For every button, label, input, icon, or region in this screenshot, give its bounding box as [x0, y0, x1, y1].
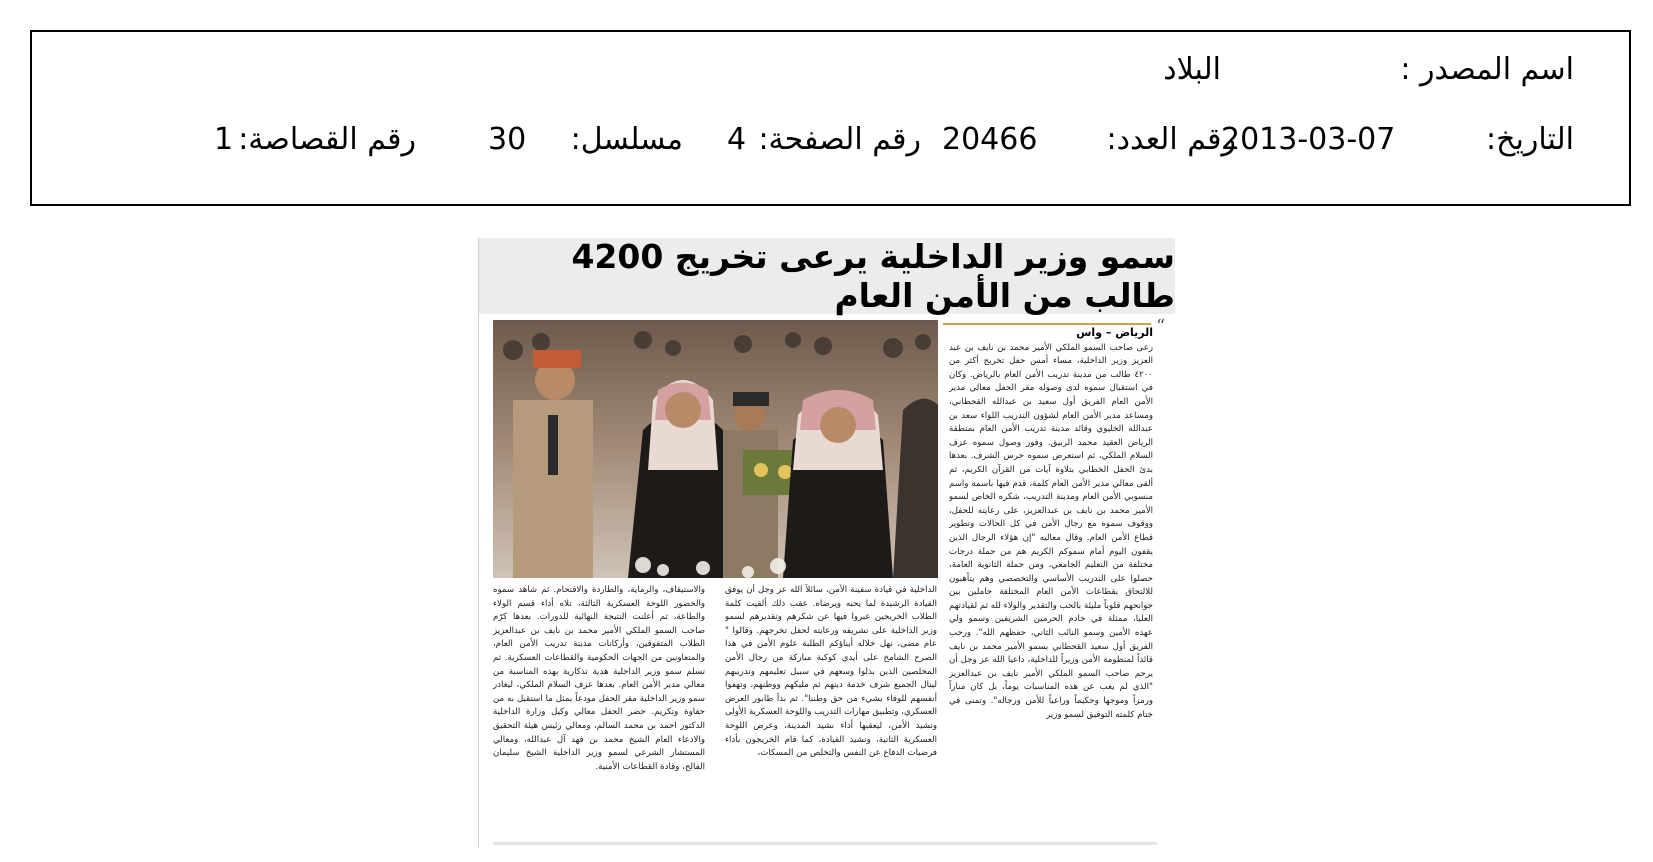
- clip-label: رقم القصاصة:: [238, 122, 416, 157]
- article-column-right: [949, 326, 1153, 838]
- page-label: رقم الصفحة:: [758, 122, 921, 157]
- date-label: التاريخ:: [1486, 122, 1574, 157]
- serial-value: 30: [488, 122, 527, 157]
- article-headline: سمو وزير الداخلية يرعى تخريج 4200 طالب من الأمن العام: [479, 238, 1175, 314]
- quote-mark-icon: “: [1156, 316, 1166, 337]
- issue-value: 20466: [942, 122, 1038, 157]
- issue-label: رقم العدد:: [1106, 122, 1236, 157]
- article-dateline: الرياض – واس: [1076, 326, 1153, 339]
- ceremony-photo-illustration: [493, 320, 938, 578]
- newspaper-clipping: [478, 238, 1175, 848]
- gold-rule: [943, 323, 1151, 325]
- clip-value: 1: [214, 122, 234, 157]
- serial-label: مسلسل:: [570, 122, 683, 157]
- source-value: البلاد: [1163, 52, 1221, 87]
- clipping-bottom-rule: [493, 842, 1157, 845]
- article-column-left: [493, 584, 705, 840]
- article-column-middle-text: الداخلية في قيادة سفينة الأمن، سائلاً الله عز وجل أن يوفق القيادة الرشيدة لما يحبه ويرضاه. عقب ذلك ألقيت كلمة الطلاب الخريجين عبروا فيها عن شكرهم وتقديرهم لسمو وزير الداخلية على تشريفه ورعايته لحفل تخرجهم. وقالوا " عام مضى، نهل خلاله أبناؤكم الطلبة علوم الأمن في هذا الصرح الشامخ على أيدي كوكبة مباركة من رجال الأمن المخلصين الذين بذلوا وسعهم في سبيل تعليمهم وتدريبهم لينال الجميع شرف خدمة دينهم ثم مليكهم ووطنهم، وتهفوا أنفسهم للوفاء بشيء من حق وطننا". ثم بدأ طابور العرض العسكري، وتطبيق مهارات التدريب واللوحة العسكرية الأولى ونشيد الأمن، ليعقبها أداء نشيد المدينة، وعرض اللوحة العسكرية الثانية، ونشيد القيادة، كما قام الخريجون بأداء فرضيات الدفاع عن النفس والتخلص من المسكات،: [725, 585, 937, 759]
- clipping-metadata-box: [30, 30, 1631, 206]
- source-label: اسم المصدر :: [1400, 52, 1574, 87]
- article-column-right-text: رعى صاحب السمو الملكي الأمير محمد بن نايف بن عبد العزيز وزير الداخلية، مساء أمس حفل تخريج أكثر من ٤٢٠٠ طالب من مدينة تدريب الأمن العام بالرياض. وكان في استقبال سموه لدى وصوله مقر الحفل معالي مدير الأمن العام الفريق أول سعيد بن عبدالله القحطاني، ومساعد مدير الأمن العام لشؤون التدريب اللواء سعد بن عبدالله الخليوي وقائد مدينة تدريب الأمن العام بمنطقة الرياض العقيد محمد الربيق. وفور وصول سموه عزف السلام الملكي، ثم استعرض سموه حرس الشرف. بعدها بدئ الحفل الخطابي بتلاوة آيات من القرآن الكريم، ثم ألقى معالي مدير الأمن العام كلمة، قدم فيها باسمه واسم منسوبي الأمن العام ومدينة التدريب، شكره الخاص لسمو الأمير محمد بن نايف بن عبدالعزيز، على رعايته للحفل، ووقوف سموه مع رجال الأمن في كل الحالات وتطوير قطاع الأمن العام. وقال معاليه "إن هؤلاء الرجال الذين يقفون اليوم أمام سموكم الكريم هم من حملة درجات مختلفة من التعليم الجامعي، ومن حملة الثانوية العامة، حصلوا على التدريب الأساسي والتخصصي وهم يتأهبون للالتحاق بقطاعات الأمن العام المختلفة حاملين بين جوانحهم قلوباً مليئة بالحب والتقدير والولاء لله ثم لقيادتهم العليا، ممثلة في خادم الحرمين الشريفين وسمو ولي عهده الأمين وسمو النائب الثاني، حفظهم الله". ورحب الفريق أول سعيد القحطاني بسمو الأمير محمد بن نايف قائداً لمنظومة الأمن وزيراً للداخلية، داعيا الله عز وجل أن يرحم صاحب السمو الملكي الأمير نايف بن عبدالعزيز "الذي لم يغب عن هذه المناسبات يوماً، بل كان مناراً ورمزاً وموجها وحكيماً وراعياً للأمن ورجاله". وتمنى في ختام كلمته التوفيق لسمو وزير: [949, 342, 1153, 720]
- page-value: 4: [727, 122, 747, 157]
- article-column-left-text: والاستيقاف، والرماية، والطاردة والاقتحام. ثم شاهد سموه والحضور اللوحة العسكرية الثالثة، تلاه أداء قسم الولاء والطاعة، ثم أعلنت النتيجة النهائية للدورات. بعدها كرّم صاحب السمو الملكي الأمير محمد بن نايف بن عبدالعزيز الطلاب المتفوقين، وأركانات مدينة تدريب الأمن العام، والمتعاونين من الجهات الحكومية والقطاعات العسكرية. ثم تسلم سمو وزير الداخلية هدية تذكارية بهذه المناسبة من معالي مدير الأمن العام. بعدها عزف السلام الملكي، ليغادر سمو وزير الداخلية مقر الحفل مودعاً بمثل ما استقبل به من حفاوة وتكريم. حضر الحفل معالي وكيل وزارة الداخلية الدكتور احمد بن محمد السالم، ومعالي رئيس هيئة التحقيق والادعاء العام الشيخ محمد بن فهد آل عبدالله، ومعالي المستشار الشرعي لسمو وزير الداخلية الشيخ سليمان الفالح، وقادة القطاعات الأمنية.: [493, 585, 705, 772]
- ceremony-photo: [493, 320, 938, 578]
- article-column-middle: [725, 584, 937, 840]
- date-value: 2013-03-07: [1221, 122, 1396, 157]
